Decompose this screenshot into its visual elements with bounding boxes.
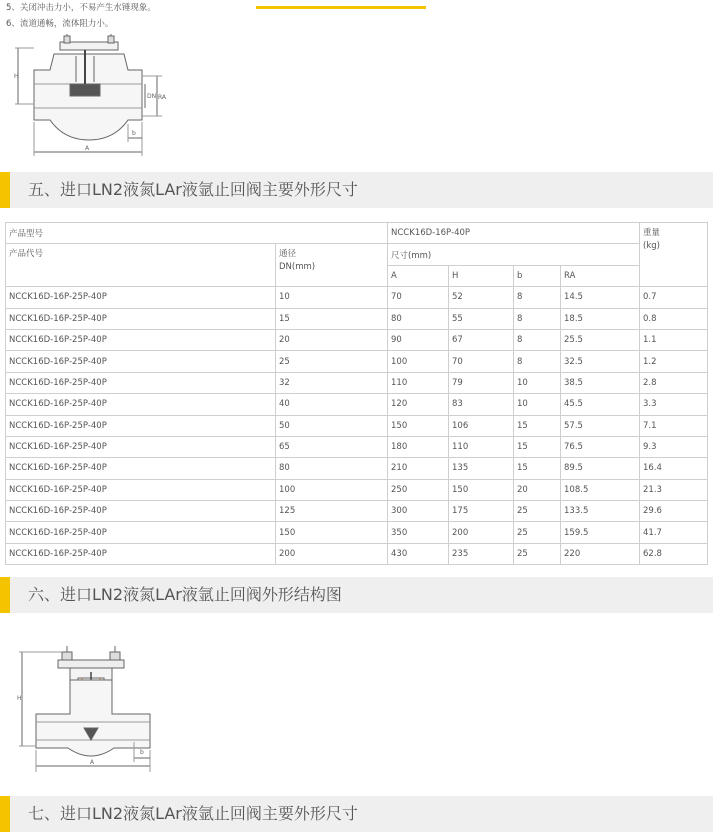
cell-a: 70 xyxy=(388,287,449,308)
cell-h: 150 xyxy=(449,479,514,500)
dim-ra-label: RA xyxy=(158,94,167,101)
cell-b: 8 xyxy=(514,329,561,350)
cell-a: 250 xyxy=(388,479,449,500)
weight-unit: (kg) xyxy=(643,241,660,251)
cell-b: 8 xyxy=(514,287,561,308)
cell-ra: 25.5 xyxy=(561,329,640,350)
section-5-title: 五、进口LN2液氮LAr液氩止回阀主要外形尺寸 xyxy=(28,180,358,199)
intro-text xyxy=(6,0,156,32)
dim-a-label: A xyxy=(85,145,90,152)
cell-dn: 80 xyxy=(276,458,388,479)
cell-ra: 220 xyxy=(561,543,640,564)
cell-ra: 38.5 xyxy=(561,372,640,393)
table-header-row-2 xyxy=(6,244,708,265)
cell-b: 25 xyxy=(514,543,561,564)
cell-code: NCCK16D-16P-25P-40P xyxy=(6,415,276,436)
cell-a: 80 xyxy=(388,308,449,329)
cell-ra: 32.5 xyxy=(561,351,640,372)
cell-a: 100 xyxy=(388,351,449,372)
table-row xyxy=(6,287,708,308)
table-row xyxy=(6,479,708,500)
dim2-b-label: b xyxy=(140,749,144,756)
cell-ra: 133.5 xyxy=(561,501,640,522)
section-7-title: 七、进口LN2液氮LAr液氩止回阀主要外形尺寸 xyxy=(28,804,358,823)
cell-h: 175 xyxy=(449,501,514,522)
table-row xyxy=(6,415,708,436)
table-row xyxy=(6,458,708,479)
cell-code: NCCK16D-16P-25P-40P xyxy=(6,372,276,393)
cell-code: NCCK16D-16P-25P-40P xyxy=(6,479,276,500)
cell-w: 7.1 xyxy=(640,415,708,436)
cell-h: 79 xyxy=(449,372,514,393)
cell-h: 135 xyxy=(449,458,514,479)
cell-a: 430 xyxy=(388,543,449,564)
cell-h: 52 xyxy=(449,287,514,308)
cell-a: 210 xyxy=(388,458,449,479)
dim-b-label: b xyxy=(132,130,136,137)
section-6-header xyxy=(0,577,713,613)
table-row xyxy=(6,351,708,372)
cell-b: 15 xyxy=(514,458,561,479)
cell-h: 83 xyxy=(449,394,514,415)
cell-dn: 20 xyxy=(276,329,388,350)
cell-b: 8 xyxy=(514,308,561,329)
table-body xyxy=(6,287,708,565)
cell-w: 0.8 xyxy=(640,308,708,329)
cell-b: 10 xyxy=(514,394,561,415)
cell-ra: 18.5 xyxy=(561,308,640,329)
col-h-header: H xyxy=(449,265,514,286)
table-row xyxy=(6,308,708,329)
model-value: NCCK16D-16P-40P xyxy=(388,223,640,244)
cell-a: 350 xyxy=(388,522,449,543)
cell-w: 1.1 xyxy=(640,329,708,350)
cell-dn: 125 xyxy=(276,501,388,522)
cell-dn: 100 xyxy=(276,479,388,500)
cell-h: 55 xyxy=(449,308,514,329)
cell-a: 150 xyxy=(388,415,449,436)
weight-header xyxy=(640,223,708,287)
cell-w: 2.8 xyxy=(640,372,708,393)
weight-label: 重量 xyxy=(643,228,661,238)
cell-code: NCCK16D-16P-25P-40P xyxy=(6,351,276,372)
dim-dn-label: DN xyxy=(147,93,157,100)
cell-b: 25 xyxy=(514,501,561,522)
cell-code: NCCK16D-16P-25P-40P xyxy=(6,308,276,329)
dn-unit: DN(mm) xyxy=(279,262,316,273)
cell-code: NCCK16D-16P-25P-40P xyxy=(6,458,276,479)
cell-b: 20 xyxy=(514,479,561,500)
dn-label: 通径 xyxy=(279,249,297,260)
dim2-a-label: A xyxy=(90,759,95,766)
cell-dn: 32 xyxy=(276,372,388,393)
section-7-header xyxy=(0,796,713,832)
table-row xyxy=(6,329,708,350)
decorative-yellow-line xyxy=(256,6,426,9)
cell-a: 120 xyxy=(388,394,449,415)
cell-a: 110 xyxy=(388,372,449,393)
cell-w: 1.2 xyxy=(640,351,708,372)
dn-header xyxy=(276,244,388,287)
cell-h: 235 xyxy=(449,543,514,564)
model-label: 产品型号 xyxy=(6,223,388,244)
cell-dn: 50 xyxy=(276,415,388,436)
cell-h: 67 xyxy=(449,329,514,350)
cell-code: NCCK16D-16P-25P-40P xyxy=(6,394,276,415)
cell-dn: 200 xyxy=(276,543,388,564)
cell-ra: 89.5 xyxy=(561,458,640,479)
intro-line-5: 5、关闭冲击力小，不易产生水锤现象。 xyxy=(6,3,156,13)
section-accent xyxy=(0,796,10,832)
cell-dn: 65 xyxy=(276,436,388,457)
table-row xyxy=(6,372,708,393)
cell-a: 90 xyxy=(388,329,449,350)
code-label: 产品代号 xyxy=(6,244,276,287)
section-accent xyxy=(0,172,10,208)
cell-h: 200 xyxy=(449,522,514,543)
cell-h: 106 xyxy=(449,415,514,436)
table-row xyxy=(6,436,708,457)
cell-b: 15 xyxy=(514,415,561,436)
cell-ra: 14.5 xyxy=(561,287,640,308)
cell-h: 110 xyxy=(449,436,514,457)
section-6-title: 六、进口LN2液氮LAr液氩止回阀外形结构图 xyxy=(28,585,342,604)
section-5-header xyxy=(0,172,713,208)
cell-code: NCCK16D-16P-25P-40P xyxy=(6,436,276,457)
cell-code: NCCK16D-16P-25P-40P xyxy=(6,522,276,543)
cell-ra: 76.5 xyxy=(561,436,640,457)
cell-b: 10 xyxy=(514,372,561,393)
cell-b: 15 xyxy=(514,436,561,457)
dim-h-label: H xyxy=(14,73,19,80)
cell-w: 29.6 xyxy=(640,501,708,522)
table-row xyxy=(6,543,708,564)
cell-ra: 45.5 xyxy=(561,394,640,415)
cell-dn: 15 xyxy=(276,308,388,329)
dimension-table xyxy=(5,222,708,565)
cell-w: 62.8 xyxy=(640,543,708,564)
cell-w: 9.3 xyxy=(640,436,708,457)
col-a-header: A xyxy=(388,265,449,286)
cell-w: 41.7 xyxy=(640,522,708,543)
cell-b: 25 xyxy=(514,522,561,543)
cell-w: 21.3 xyxy=(640,479,708,500)
cell-code: NCCK16D-16P-25P-40P xyxy=(6,501,276,522)
valve-drawing-1 xyxy=(10,34,170,158)
table-row xyxy=(6,394,708,415)
cell-a: 180 xyxy=(388,436,449,457)
table-row xyxy=(6,522,708,543)
cell-dn: 25 xyxy=(276,351,388,372)
cell-dn: 10 xyxy=(276,287,388,308)
cell-w: 0.7 xyxy=(640,287,708,308)
cell-w: 3.3 xyxy=(640,394,708,415)
col-ra-header: RA xyxy=(561,265,640,286)
cell-ra: 57.5 xyxy=(561,415,640,436)
cell-code: NCCK16D-16P-25P-40P xyxy=(6,543,276,564)
col-b-header: b xyxy=(514,265,561,286)
dim2-h-label: H xyxy=(17,695,22,702)
cell-b: 8 xyxy=(514,351,561,372)
cell-dn: 40 xyxy=(276,394,388,415)
cell-dn: 150 xyxy=(276,522,388,543)
table-header-row-1 xyxy=(6,223,708,244)
cell-a: 300 xyxy=(388,501,449,522)
table-row xyxy=(6,501,708,522)
cell-w: 16.4 xyxy=(640,458,708,479)
cell-code: NCCK16D-16P-25P-40P xyxy=(6,287,276,308)
cell-ra: 108.5 xyxy=(561,479,640,500)
section-accent xyxy=(0,577,10,613)
cell-code: NCCK16D-16P-25P-40P xyxy=(6,329,276,350)
valve-drawing-2 xyxy=(14,642,180,778)
cell-ra: 159.5 xyxy=(561,522,640,543)
cell-h: 70 xyxy=(449,351,514,372)
size-label: 尺寸(mm) xyxy=(388,244,640,265)
intro-line-6: 6、流道通畅，流体阻力小。 xyxy=(6,19,114,29)
